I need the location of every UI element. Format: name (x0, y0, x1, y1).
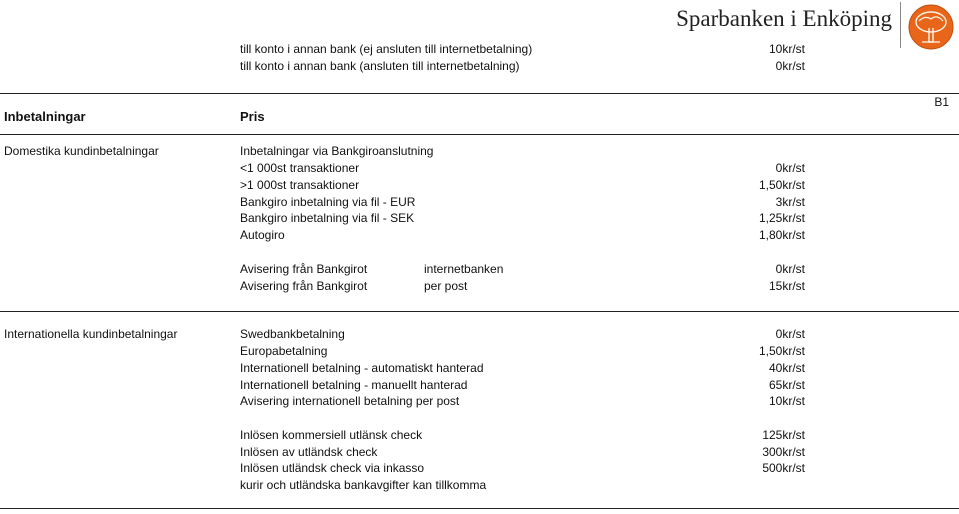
list-item-desc: Swedbankbetalning (240, 327, 345, 341)
section-category-international: Internationella kundinbetalningar (4, 327, 178, 341)
list-item-desc: Avisering från Bankgirot (240, 262, 368, 276)
divider (0, 311, 959, 312)
list-item-desc: Autogiro (240, 228, 285, 242)
list-item-note: kurir och utländska bankavgifter kan tillkomma (240, 478, 487, 492)
list-item-price: 125kr/st (762, 428, 805, 442)
list-item-price: 1,50kr/st (758, 344, 805, 358)
list-item-price: 300kr/st (762, 445, 805, 459)
list-item-desc: Europabetalning (240, 344, 328, 358)
list-item-price: 65kr/st (768, 378, 805, 392)
list-item-desc: till konto i annan bank (ej ansluten till internetbetalning) (240, 42, 533, 56)
section-category-domestic: Domestika kundinbetalningar (4, 144, 159, 158)
list-item-desc: <1 000st transaktioner (240, 161, 360, 175)
list-item-price: 0kr/st (775, 327, 805, 341)
divider (0, 93, 959, 94)
column-header-price: Pris (240, 109, 265, 124)
list-item-desc: Bankgiro inbetalning via fil - EUR (240, 195, 416, 209)
page-code: B1 (934, 95, 949, 109)
divider (0, 134, 959, 135)
list-item-price: 15kr/st (768, 279, 805, 293)
oak-tree-logo-icon (908, 4, 954, 50)
list-item-price: 1,80kr/st (758, 228, 805, 242)
divider (0, 508, 959, 509)
list-item-channel: per post (424, 279, 468, 293)
list-item-desc: Internationell betalning - manuellt hanterad (240, 378, 468, 392)
list-item-price: 1,25kr/st (758, 211, 805, 225)
list-item-price: 0kr/st (775, 59, 805, 73)
list-item-price: 0kr/st (775, 161, 805, 175)
list-item-channel: internetbanken (424, 262, 504, 276)
header-divider (900, 2, 901, 48)
list-item-desc: Internationell betalning - automatiskt hanterad (240, 361, 484, 375)
list-item-desc: Inlösen utländsk check via inkasso (240, 461, 425, 475)
list-item-desc: Bankgiro inbetalning via fil - SEK (240, 211, 415, 225)
list-item-price: 1,50kr/st (758, 178, 805, 192)
list-item-desc: Avisering internationell betalning per post (240, 394, 460, 408)
list-item-desc: till konto i annan bank (ansluten till internetbetalning) (240, 59, 520, 73)
list-item-price: 40kr/st (768, 361, 805, 375)
list-item-price: 0kr/st (775, 262, 805, 276)
list-item-desc: Inlösen kommersiell utlänsk check (240, 428, 423, 442)
list-item-price: 3kr/st (775, 195, 805, 209)
list-item-desc: >1 000st transaktioner (240, 178, 360, 192)
list-item-price: 10kr/st (768, 394, 805, 408)
brand-name: Sparbanken i Enköping (676, 6, 892, 31)
list-item-price: 10kr/st (768, 42, 805, 56)
list-item-price: 500kr/st (762, 461, 805, 475)
list-item-desc: Inlösen av utländsk check (240, 445, 378, 459)
section-title: Inbetalningar via Bankgiroanslutning (240, 144, 434, 158)
column-header-category: Inbetalningar (4, 109, 86, 124)
list-item-desc: Avisering från Bankgirot (240, 279, 368, 293)
